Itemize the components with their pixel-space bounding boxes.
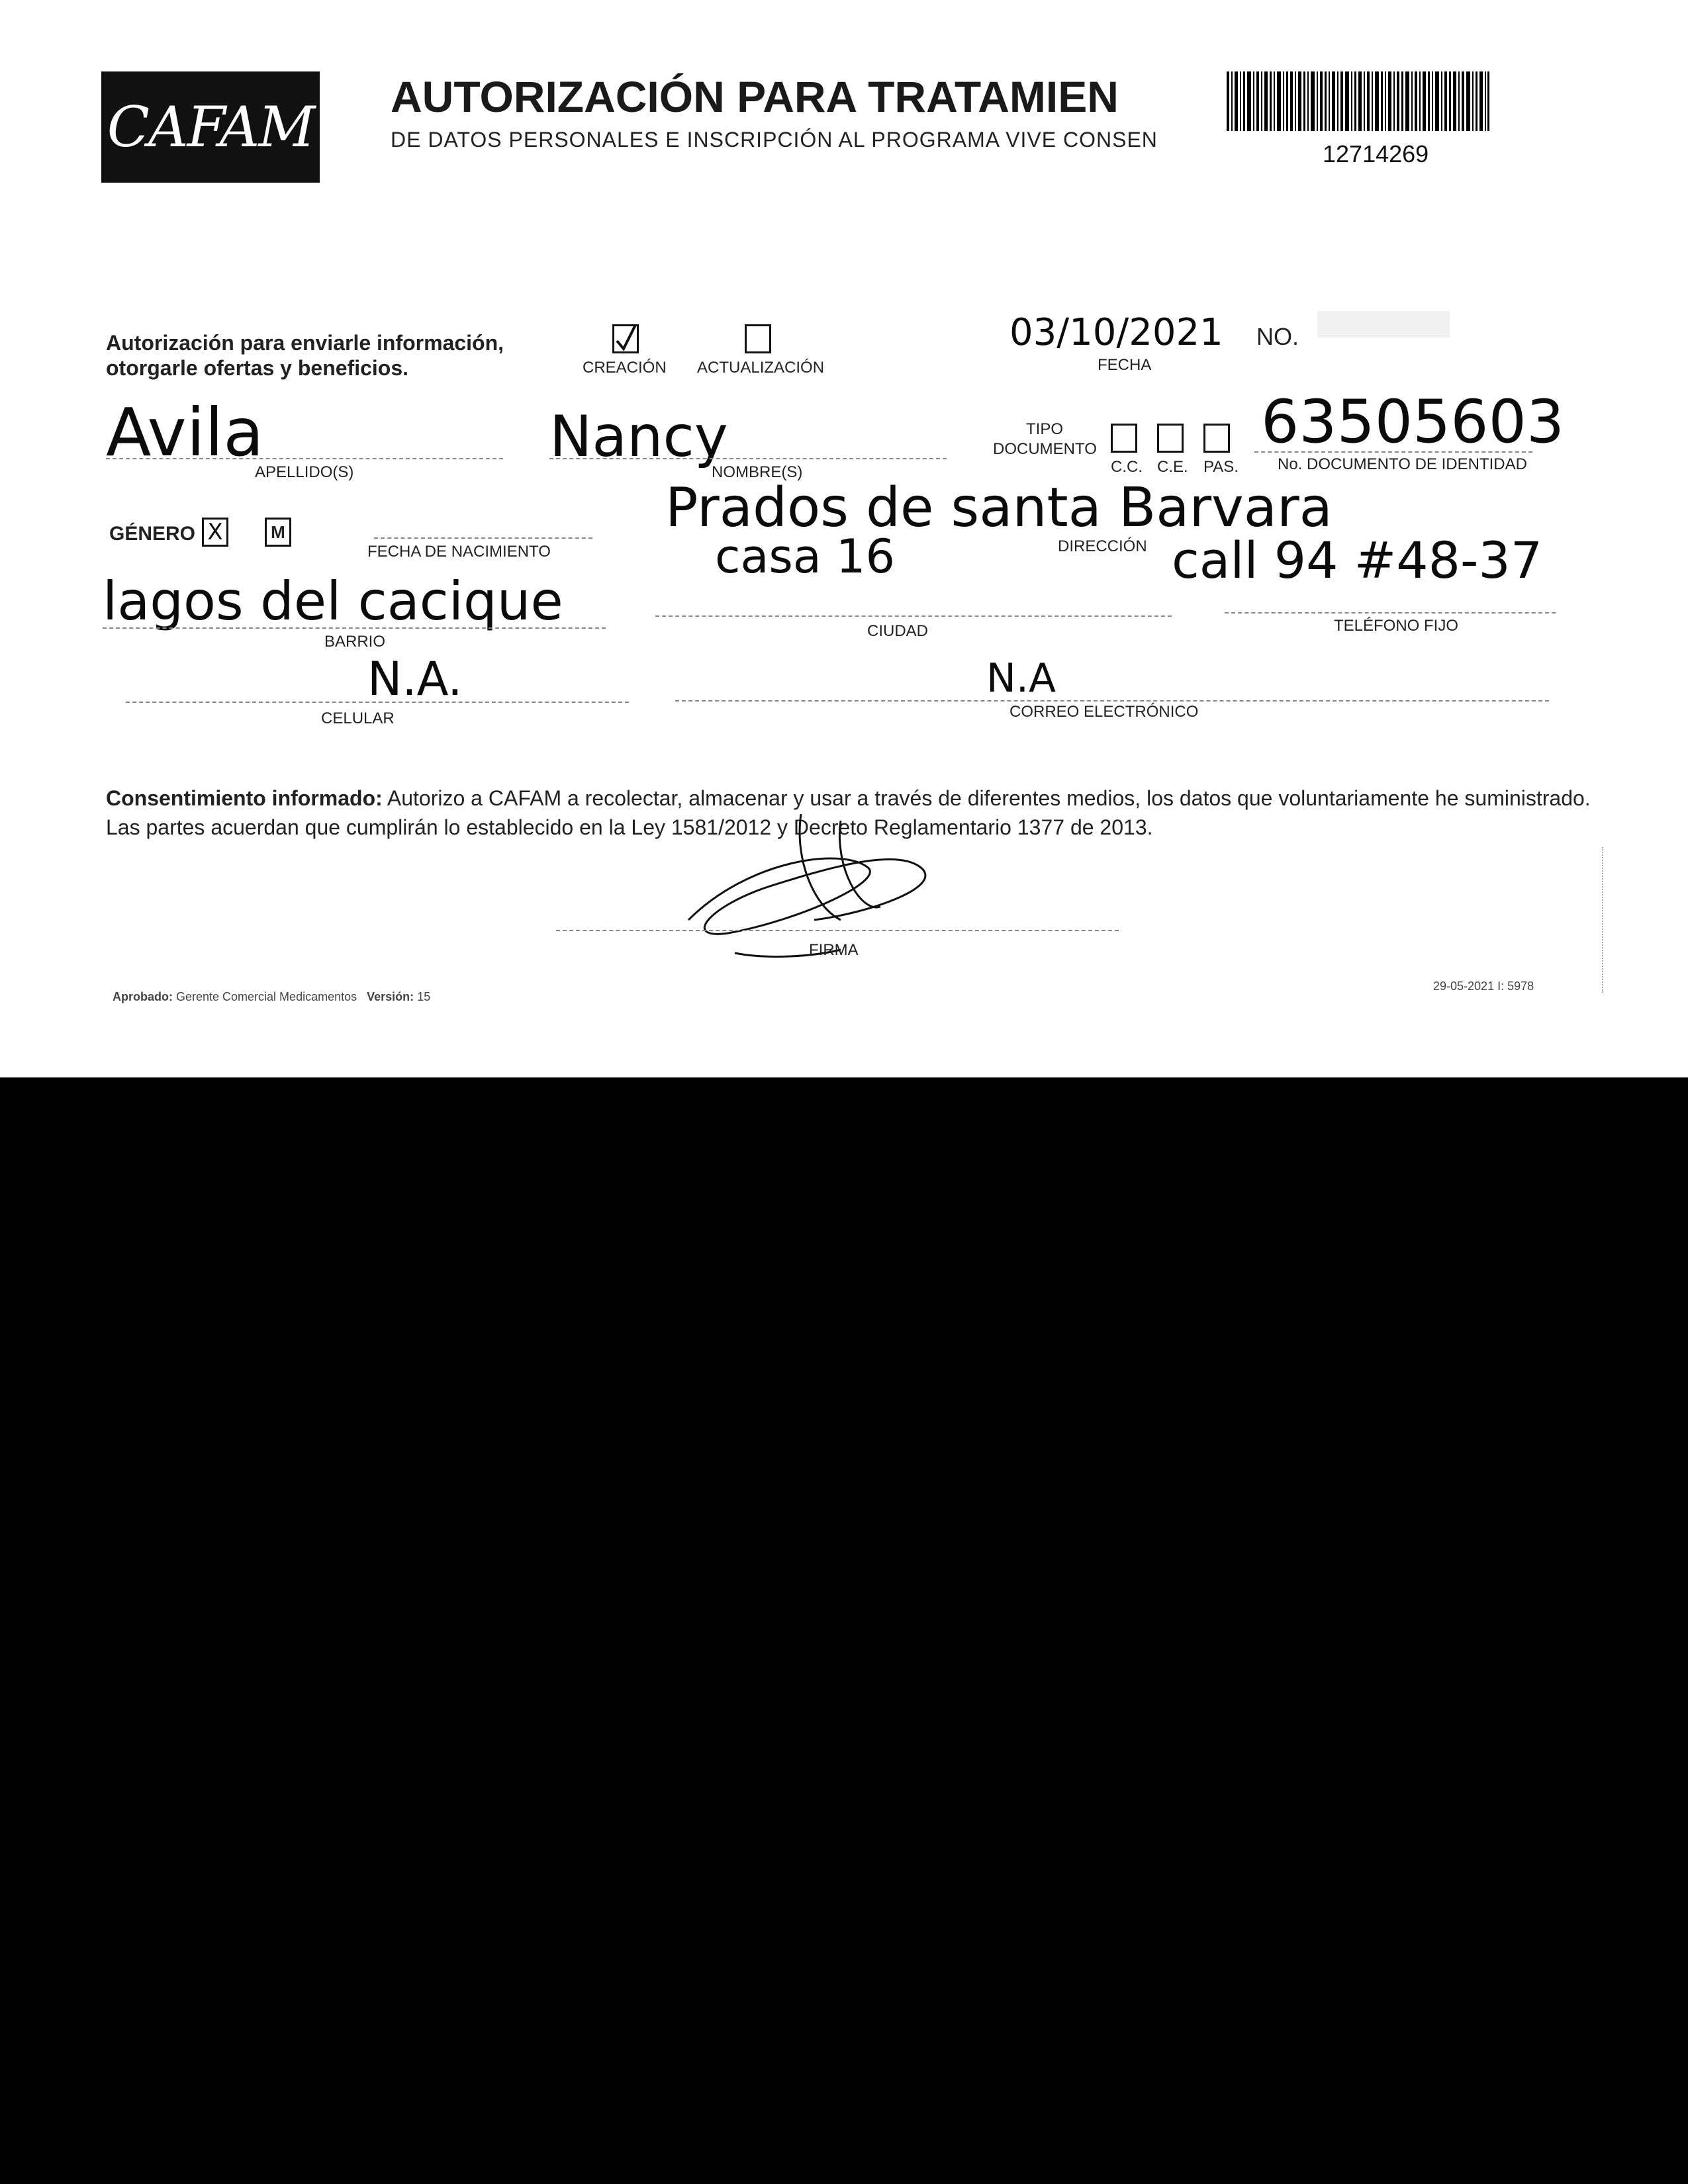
telefono-line xyxy=(1225,612,1556,614)
pas-checkbox[interactable] xyxy=(1203,424,1230,453)
nombre-value: Nancy xyxy=(549,404,728,470)
firma-label: FIRMA xyxy=(809,941,859,959)
celular-value: N.A. xyxy=(367,652,463,706)
genero-f-mark: X xyxy=(207,519,223,545)
check-mark-icon xyxy=(614,326,637,351)
consent-text-line2: Las partes acuerdan que cumplirán lo establecido en la Ley 1581/2012 y Decreto Reglamentario 1377 de 2013. xyxy=(106,815,1153,839)
date-code: 29-05-2021 I: 5978 xyxy=(1433,979,1534,993)
cc-label: C.C. xyxy=(1111,458,1143,476)
form-title: AUTORIZACIÓN PARA TRATAMIEN xyxy=(391,72,1119,121)
correo-line xyxy=(675,700,1549,702)
creacion-checkbox[interactable] xyxy=(612,324,639,353)
barrio-value: lagos del cacique xyxy=(103,570,563,632)
no-label: NO. xyxy=(1256,323,1299,350)
consent-text-line1: Autorizo a CAFAM a recolectar, almacenar y usar a través de diferentes medios, los datos que voluntariamente he suministrado. xyxy=(387,786,1591,810)
celular-line xyxy=(126,702,629,703)
auth-heading-line1: Autorización para enviarle información, xyxy=(106,331,504,355)
fecha-label: FECHA xyxy=(1098,356,1152,374)
documento-label: No. DOCUMENTO DE IDENTIDAD xyxy=(1278,455,1527,473)
nombre-line xyxy=(549,458,947,459)
correo-label: CORREO ELECTRÓNICO xyxy=(1009,703,1199,721)
correo-value: N.A xyxy=(986,655,1056,702)
serial-number-faded xyxy=(1317,311,1450,338)
tipo-documento-label-2: DOCUMENTO xyxy=(993,440,1097,458)
fecha-value: 03/10/2021 xyxy=(1009,311,1223,354)
genero-m-checkbox[interactable] xyxy=(265,518,291,547)
apellido-value: Avila xyxy=(106,394,264,471)
direccion-value: call 94 #48-37 xyxy=(1172,531,1543,590)
logo-text: CAFAM xyxy=(107,95,314,159)
cafam-logo xyxy=(101,71,320,183)
version-label: Versión: xyxy=(367,990,414,1003)
pas-label: PAS. xyxy=(1203,458,1239,476)
nombre-label: NOMBRE(S) xyxy=(712,463,803,481)
genero-m-label: M xyxy=(271,522,285,542)
direccion-line2: casa 16 xyxy=(715,529,896,584)
ciudad-label: CIUDAD xyxy=(867,622,929,640)
celular-label: CELULAR xyxy=(321,709,395,727)
actualizacion-label: ACTUALIZACIÓN xyxy=(697,359,825,377)
side-mark xyxy=(1602,847,1615,993)
form-subtitle: DE DATOS PERSONALES E INSCRIPCIÓN AL PROGRAMA VIVE CONSEN xyxy=(391,128,1158,152)
cc-checkbox[interactable] xyxy=(1111,424,1137,453)
version-value: 15 xyxy=(417,990,431,1003)
fecha-nacimiento-line xyxy=(374,537,592,539)
apellido-line xyxy=(106,458,503,459)
barrio-label: BARRIO xyxy=(324,633,386,651)
direccion-label: DIRECCIÓN xyxy=(1058,537,1147,555)
ce-label: C.E. xyxy=(1157,458,1188,476)
ce-checkbox[interactable] xyxy=(1157,424,1184,453)
consent-heading: Consentimiento informado: xyxy=(106,786,383,810)
documento-line xyxy=(1254,451,1532,453)
authorization-form xyxy=(0,0,1688,1077)
auth-heading-line2: otorgarle ofertas y beneficios. xyxy=(106,356,409,380)
actualizacion-checkbox[interactable] xyxy=(745,324,771,353)
apellido-label: APELLIDO(S) xyxy=(255,463,354,481)
firma-line xyxy=(556,930,1119,931)
genero-label: GÉNERO xyxy=(109,523,196,545)
barcode-number: 12714269 xyxy=(1323,140,1429,167)
direccion-line1: Prados de santa Barvara xyxy=(665,477,1333,539)
footer-left xyxy=(113,990,430,1004)
telefono-label: TELÉFONO FIJO xyxy=(1334,617,1459,635)
ciudad-line xyxy=(655,615,1172,617)
documento-value: 63505603 xyxy=(1261,387,1565,457)
signature-drawing xyxy=(669,807,947,966)
barcode xyxy=(1227,71,1489,131)
aprobado-value: Gerente Comercial Medicamentos xyxy=(176,990,357,1003)
tipo-documento-label-1: TIPO xyxy=(1026,420,1064,438)
fecha-nacimiento-label: FECHA DE NACIMIENTO xyxy=(367,543,551,561)
aprobado-label: Aprobado: xyxy=(113,990,173,1003)
barrio-line xyxy=(103,627,606,629)
creacion-label: CREACIÓN xyxy=(583,359,667,377)
genero-f-checkbox[interactable] xyxy=(202,518,228,547)
